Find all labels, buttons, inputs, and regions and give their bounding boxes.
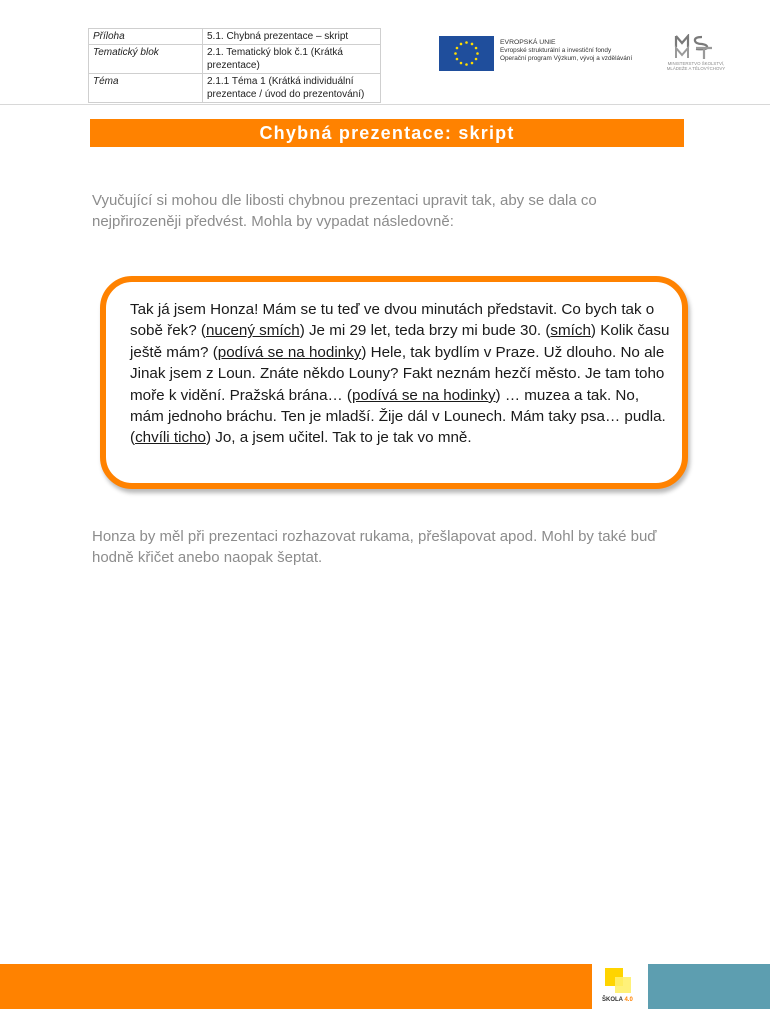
eu-star-icon [460,62,463,65]
eu-logo-line: Operační program Výzkum, vývoj a vzdělávání [500,55,633,62]
script-segment: Tak já jsem Honza! Mám se tu teď ve dvou minutách představit. Co bych tak o sobě řek? ( [130,301,655,340]
script-segment: ) Jo, a jsem učitel. Tak to je tak vo mně. [205,429,472,447]
msmt-caption-line: MINISTERSTVO ŠKOLSTVÍ, [667,61,725,66]
eu-logo-line: Evropské strukturální a investiční fondy [500,47,612,54]
script-segment: ) Kolik času ještě mám? ( [130,322,670,361]
script-box [100,276,688,489]
msmt-caption-line: MLÁDEŽE A TĚLOVÝCHOVY [666,66,726,72]
footer-teal-bar [648,964,770,1009]
meta-row-attachment [89,29,381,45]
header-divider [0,104,770,105]
stage-direction: podívá se na hodinky [217,343,362,361]
title-bar [90,119,684,147]
eu-star-icon [471,43,474,46]
stage-direction: podívá se na hodinky [352,386,496,404]
eu-flag-icon [439,36,494,71]
eu-star-icon [465,63,468,66]
script-segment: ) Je mi 29 let, teda brzy mi bude 30. ( [299,322,551,340]
eu-star-icon [476,52,479,55]
eu-star-icon [471,62,474,65]
stage-direction: chvíli ticho [135,429,206,447]
meta-value: 5.1. Chybná prezentace – skript [203,29,381,45]
intro-paragraph: Vyučující si mohou dle libosti chybnou prezentaci upravit tak, aby se dala co nejpřirozeněji předvést. Mohla by vypadat následovně: [92,192,597,230]
stage-direction: nucený smích [205,322,300,340]
meta-key: Téma [89,74,203,103]
eu-star-icon [460,43,463,46]
skola-logo-word: ŠKOLA [602,997,623,1003]
stage-direction: smích [550,322,591,340]
skola-logo [600,966,640,1010]
msmt-logo-caption [658,61,734,71]
script-text [130,299,670,449]
meta-key: Příloha [89,29,203,45]
eu-star-icon [465,41,468,44]
meta-key: Tematický blok [89,45,203,74]
page-title: Chybná prezentace: skript [259,122,515,143]
eu-star-icon [475,58,478,61]
skola-logo-number: 4.0 [624,997,633,1003]
footer-orange-bar [0,964,592,1009]
document-meta-table [88,28,381,103]
msmt-logo-icon [674,34,716,60]
meta-value: 2.1. Tematický blok č.1 (Krátká prezentace) [203,45,381,74]
skola-logo-square-icon [615,977,631,993]
script-segment: ) … muzea a tak. No, mám jednoho bráchu. Ten je mladší. Žije dál v Lounech. Mám taky psa… pudla. ( [130,386,666,447]
meta-value: 2.1.1 Téma 1 (Krátká individuální prezentace / úvod do prezentování) [203,74,381,103]
eu-star-icon [456,47,459,50]
eu-logo-text [500,39,632,63]
msmt-logo [658,34,734,72]
eu-logo-line: EVROPSKÁ UNIE [500,39,556,46]
eu-star-icon [456,58,459,61]
skola-logo-text [602,997,633,1003]
meta-row-topic [89,74,381,103]
eu-logo [439,36,651,72]
meta-row-block [89,45,381,74]
eu-star-icon [475,47,478,50]
eu-star-icon [454,52,457,55]
outro-paragraph: Honza by měl při prezentaci rozhazovat rukama, přešlapovat apod. Mohl by také buď hodně křičet anebo naopak šeptat. [92,528,657,566]
script-segment: ) Hele, tak bydlím v Praze. Už dlouho. No ale Jinak jsem z Loun. Znáte někdo Louny? Fakt neznám hezčí město. Je tam toho moře k vidění. Pražská brána… ( [130,343,665,404]
